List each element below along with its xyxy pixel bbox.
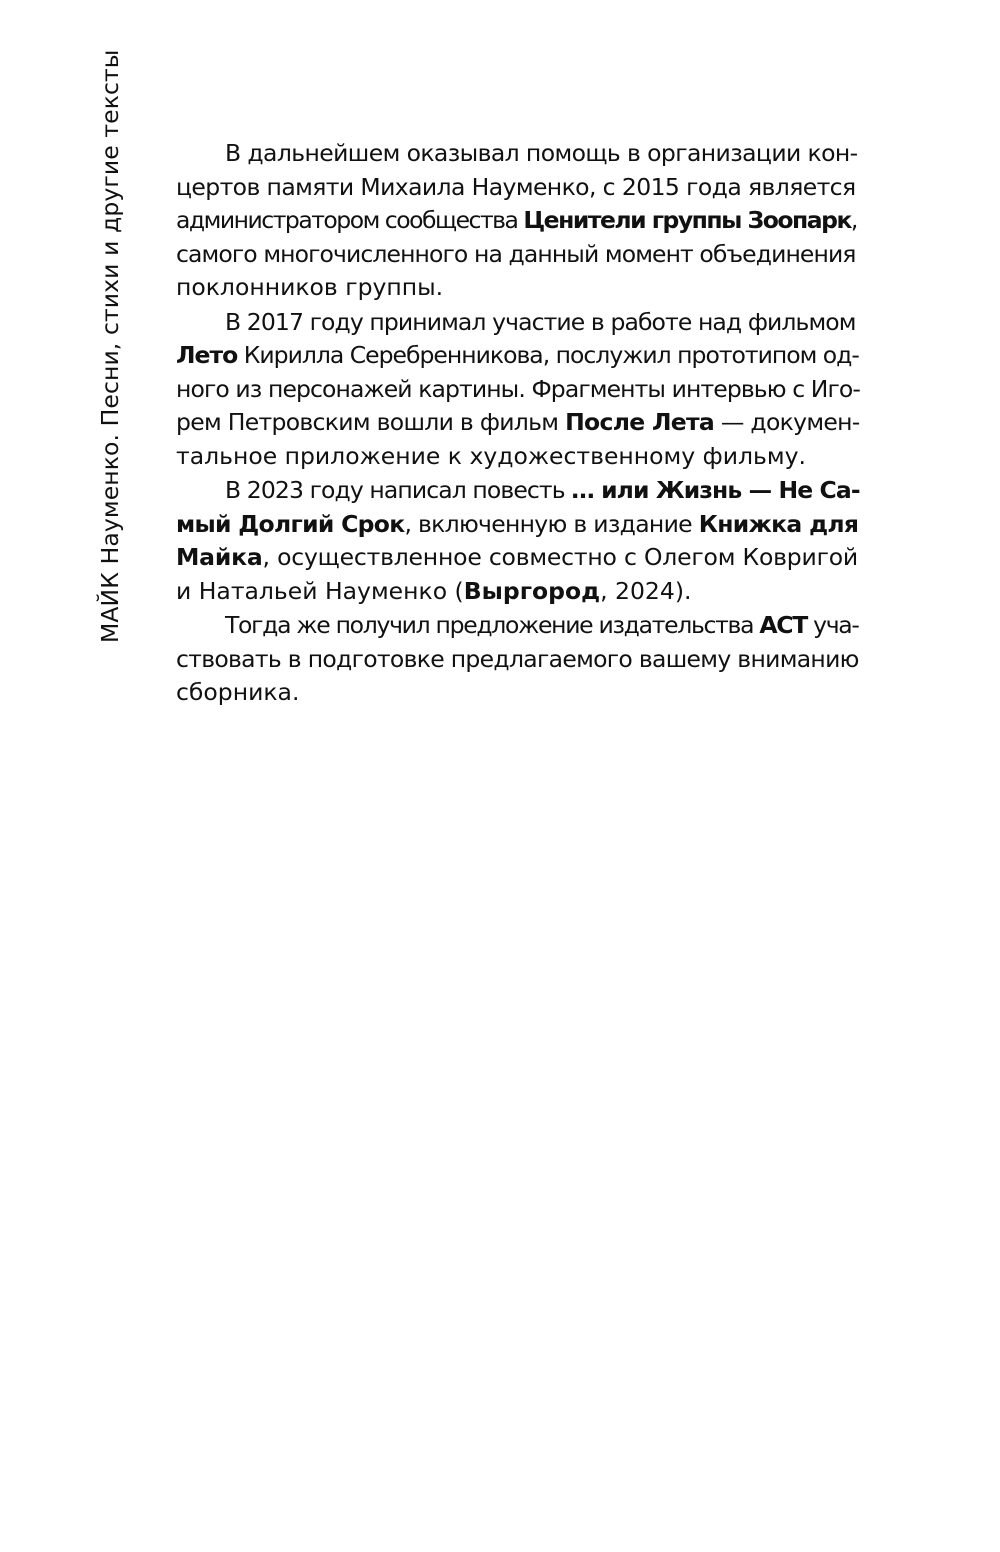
text-run: тальное приложение к художественному фильму. [176,441,806,470]
text-run: , включенную в издание [404,509,699,538]
bold-text-run: … или Жизнь — Не Са- [571,476,860,504]
text-run: и Натальей Науменко ( [176,576,464,605]
bold-text-run: АСТ [759,611,807,639]
bold-text-run: Выргород [463,576,601,605]
paragraph-3 [176,474,859,608]
text-line [176,373,859,407]
text-line [176,541,859,575]
text-line [176,171,859,205]
bold-text-run: Ценители группы Зоопарк [523,206,851,234]
paragraph-1 [176,137,859,305]
text-run: ствовать в подготовке предлагаемого вашему вниманию [176,644,859,673]
text-line [176,306,859,340]
text-run: В дальнейшем оказывал помощь в организации кон- [225,139,858,167]
running-head [85,49,135,643]
text-line [176,609,859,643]
text-line [176,474,859,508]
text-run: администратором сообщества [176,206,524,234]
text-line [176,440,859,474]
text-line [176,406,859,440]
text-run: самого многочисленного на данный момент объединения [176,239,856,268]
bold-text-run: мый Долгий Срок [176,509,405,538]
text-line [176,575,859,609]
text-run: , [850,206,857,234]
text-run: , 2024). [600,576,692,605]
running-head-text: МАЙК Науменко. Песни, стихи и другие тексты [96,49,124,643]
text-line [176,204,859,238]
text-run: В 2017 году принимал участие в работе над фильмом [225,307,856,336]
bold-text-run: Лето [176,341,238,369]
bold-text-run: Майка [176,543,263,571]
text-line [176,137,859,171]
bold-text-run: Книжка для [698,509,859,538]
text-line [176,271,859,305]
text-run: уча- [806,611,859,639]
text-run: — докумен- [714,408,860,436]
paragraph-2 [176,306,859,474]
text-line [176,643,859,677]
paragraph-4 [176,609,859,710]
text-run: рем Петровским вошли в фильм [176,408,566,436]
text-run: сборника. [176,678,300,706]
text-line [176,238,859,272]
text-run: поклонников группы. [176,273,444,301]
text-run: , осуществленное совместно с Олегом Ковригой [262,543,858,571]
text-line [176,676,859,710]
bold-text-run: После Лета [565,408,715,436]
text-line [176,339,859,373]
text-run: ного из персонажей картины. Фрагменты интервью с Иго- [176,374,860,403]
text-line [176,508,859,542]
text-run: Тогда же получил предложение издательства [225,611,760,639]
text-run: Кирилла Серебренникова, послужил прототипом од- [237,341,859,369]
text-block [176,137,859,711]
text-run: цертов памяти Михаила Науменко, с 2015 года является [176,172,856,201]
text-run: В 2023 году написал повесть [225,476,572,504]
